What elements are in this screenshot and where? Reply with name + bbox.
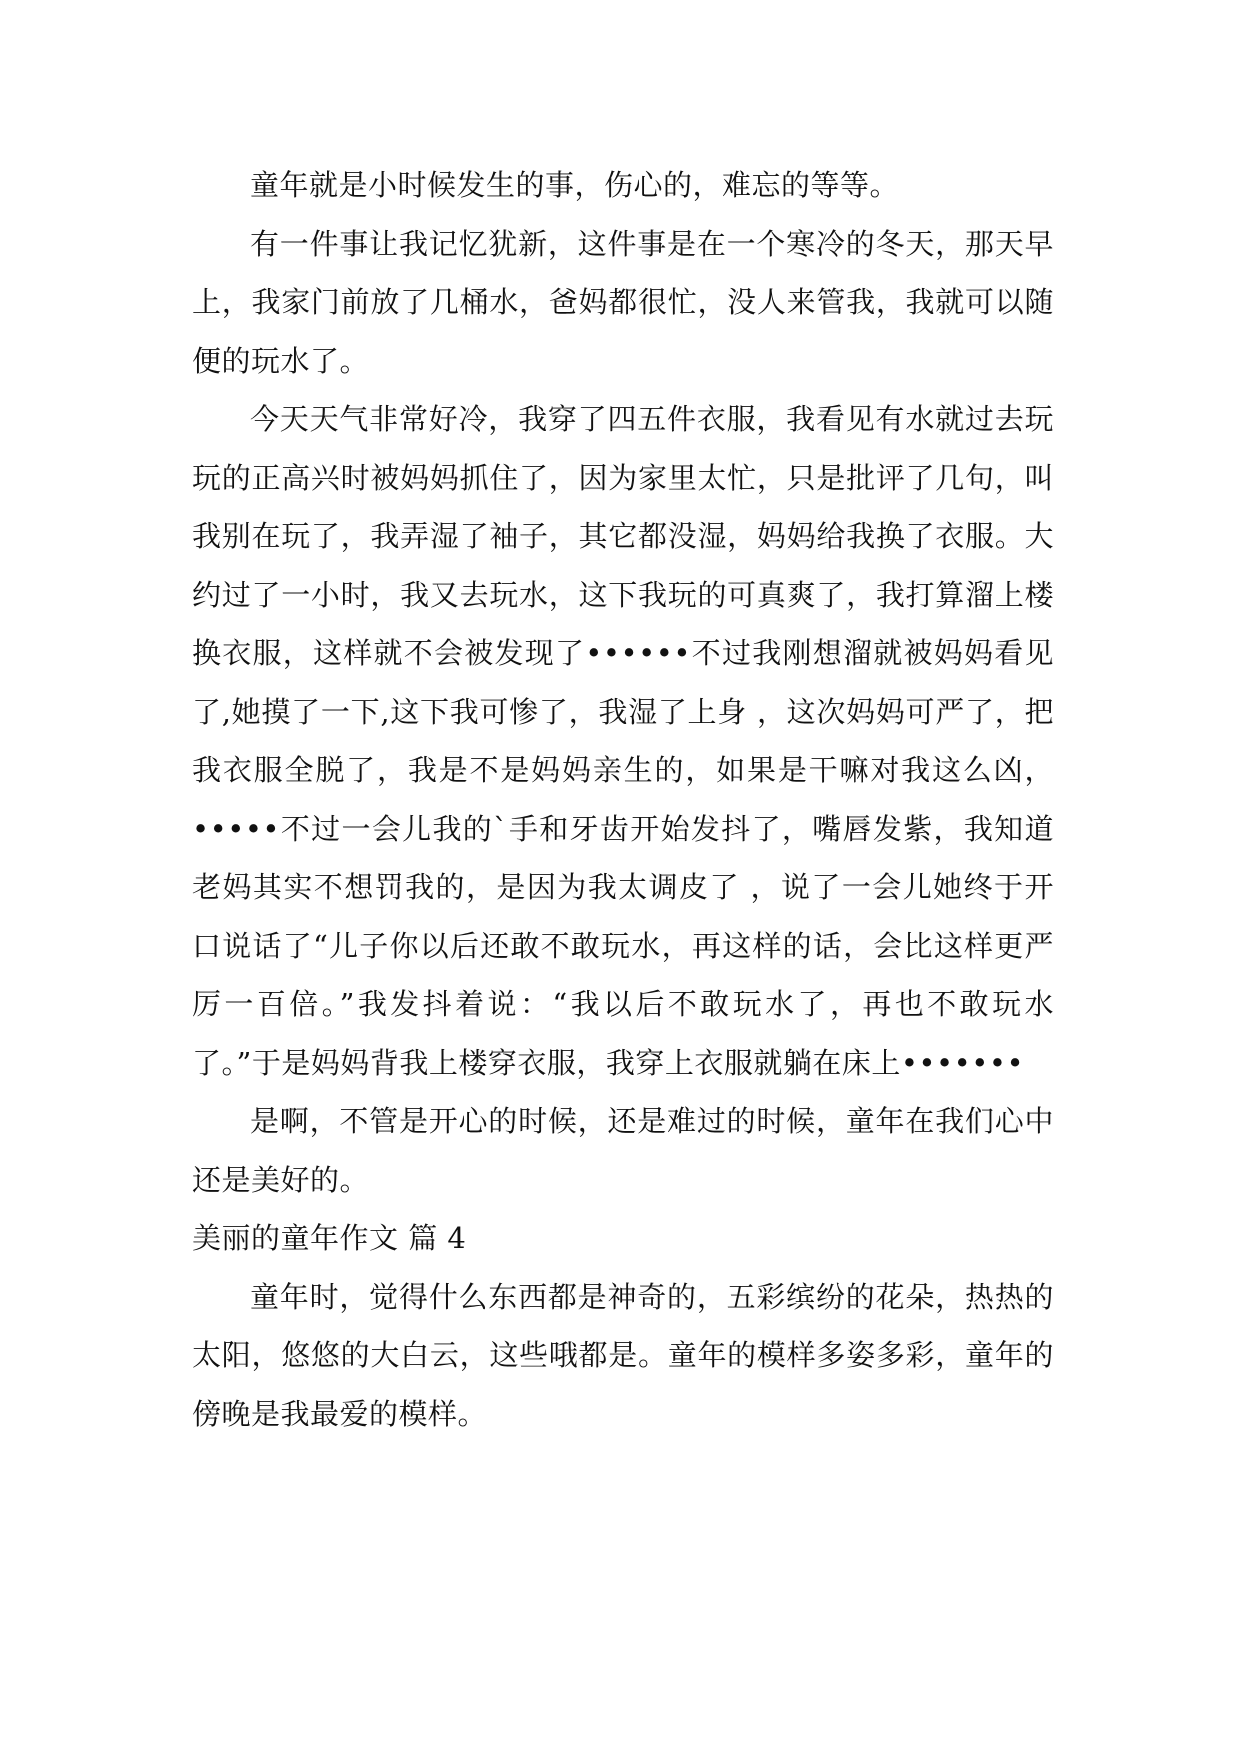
paragraph-5: 童年时，觉得什么东西都是神奇的，五彩缤纷的花朵，热热的太阳，悠悠的大白云，这些哦都是。童年的模样多姿多彩，童年的傍晚是我最爱的模样。 [192, 1279, 1054, 1431]
document-body [192, 156, 1054, 1443]
section-heading: 美丽的童年作文 篇 4 [192, 1221, 467, 1255]
paragraph-2: 有一件事让我记忆犹新，这件事是在一个寒冷的冬天，那天早上，我家门前放了几桶水，爸妈都很忙，没人来管我，我就可以随便的玩水了。 [192, 226, 1054, 378]
paragraph-1: 童年就是小时候发生的事，伤心的，难忘的等等。 [250, 168, 900, 202]
paragraph-4: 是啊，不管是开心的时候，还是难过的时候，童年在我们心中还是美好的。 [192, 1104, 1054, 1197]
paragraph-3: 今天天气非常好冷，我穿了四五件衣服，我看见有水就过去玩玩的正高兴时被妈妈抓住了，因为家里太忙，只是批评了几句，叫我别在玩了，我弄湿了袖子，其它都没湿，妈妈给我换了衣服。大约过了一小时，我又去玩水，这下我玩的可真爽了，我打算溜上楼换衣服，这样就不会被发现了••••••不过我刚想溜就被妈妈看见了,她摸了一下,这下我可惨了，我湿了上身 ，这次妈妈可严了，把我衣服全脱了，我是不是妈妈亲生的，如果是干嘛对我这么凶，•••••不过一会儿我的`手和牙齿开始发抖了，嘴唇发紫，我知道老妈其实不想罚我的，是因为我太调皮了 ，说了一会儿她终于开口说话了“儿子你以后还敢不敢玩水，再这样的话，会比这样更严厉一百倍。”我发抖着说：“我以后不敢玩水了，再也不敢玩水了。”于是妈妈背我上楼穿衣服，我穿上衣服就躺在床上••••••• [192, 402, 1054, 1080]
